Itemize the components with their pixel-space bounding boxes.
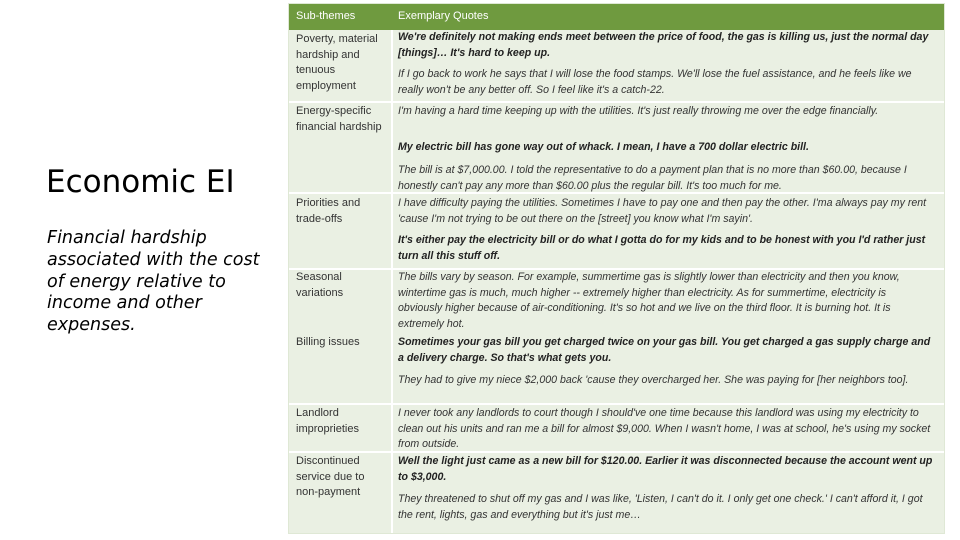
- quote-item: The bill is at $7,000.00. I told the representative to do a payment plan that is no more than $60.00, because I honestly can't pay any more than $60.00 plus the regular bill. It's too much for me.: [398, 164, 907, 192]
- quote-item: Sometimes your gas bill you get charged twice on your gas bill. You get charged a gas supply charge and a delivery charge. So that's what gets you.: [398, 336, 931, 364]
- slide-title: Economic EI: [46, 164, 235, 200]
- subtheme-energy-hardship: Energy-specific financial hardship: [296, 105, 382, 133]
- quote-item: They threatened to shut off my gas and I was like, 'Listen, I can't do it. I only get one check.' I can't afford it, I got the rent, lights, gas and everything but it's just me…: [398, 493, 923, 521]
- quote-item: I never took any landlords to court though I should've one time because this landlord was using my electricity to clean out his units and ran me a bill for almost $9,000. When I wasn't home, I was at school, he's using my socket from outside.: [398, 407, 931, 451]
- header-exemplary-quotes: Exemplary Quotes: [398, 10, 489, 22]
- quote-item: My electric bill has gone way out of whack. I mean, I have a 700 dollar electric bill.: [398, 141, 809, 153]
- row-divider: [289, 403, 944, 405]
- table-header-row: [289, 4, 944, 30]
- quote-item: I have difficulty paying the utilities. Sometimes I have to pay one and then pay the other. I'ma always pay my rent 'cause I'm not trying to be out there on the [street] you know what I'm sayin'.: [398, 197, 927, 225]
- subtheme-poverty: Poverty, material hardship and tenuous employment: [296, 33, 378, 92]
- column-divider: [391, 30, 393, 533]
- row-divider: [289, 101, 944, 103]
- header-subthemes: Sub-themes: [296, 10, 356, 22]
- quote-item: Well the light just came as a new bill for $120.00. Earlier it was disconnected because the account went up to $3,000.: [398, 455, 933, 483]
- subtheme-discontinued: Discontinued service due to non-payment: [296, 455, 365, 499]
- subtheme-seasonal: Seasonal variations: [296, 271, 344, 299]
- slide-subtitle: Financial hardship associated with the cost of energy relative to income and other expenses.: [47, 228, 260, 336]
- quote-item: The bills vary by season. For example, summertime gas is slightly lower than electricity and then you know, wintertime gas is much, much higher -- extremely higher than electricity. As for summertime, electricity is obviously higher because of air-conditioning. It's so hot and we live on the third floor. It is burning hot. It is extremely hot.: [398, 271, 900, 331]
- subtheme-landlord: Landlord improprieties: [296, 407, 359, 435]
- quote-item: They had to give my niece $2,000 back 'cause they overcharged her. She was paying for [her neighbors too].: [398, 374, 909, 386]
- quote-item: If I go back to work he says that I will lose the food stamps. We'll lose the fuel assistance, and he feels like we really won't be any better off. So I feel like it's a catch-22.: [398, 68, 912, 96]
- subtheme-billing: Billing issues: [296, 336, 360, 348]
- quote-item: I'm having a hard time keeping up with the utilities. It's just really throwing me over the edge financially.: [398, 105, 879, 117]
- quotes-table: [288, 3, 945, 534]
- subtheme-priorities: Priorities and trade-offs: [296, 197, 361, 225]
- quote-item: It's either pay the electricity bill or do what I gotta do for my kids and to be honest with you I'd rather just turn all this stuff off.: [398, 234, 926, 262]
- quote-item: We're definitely not making ends meet between the price of food, the gas is killing us, just the normal day [things]… It's hard to keep up.: [398, 31, 929, 59]
